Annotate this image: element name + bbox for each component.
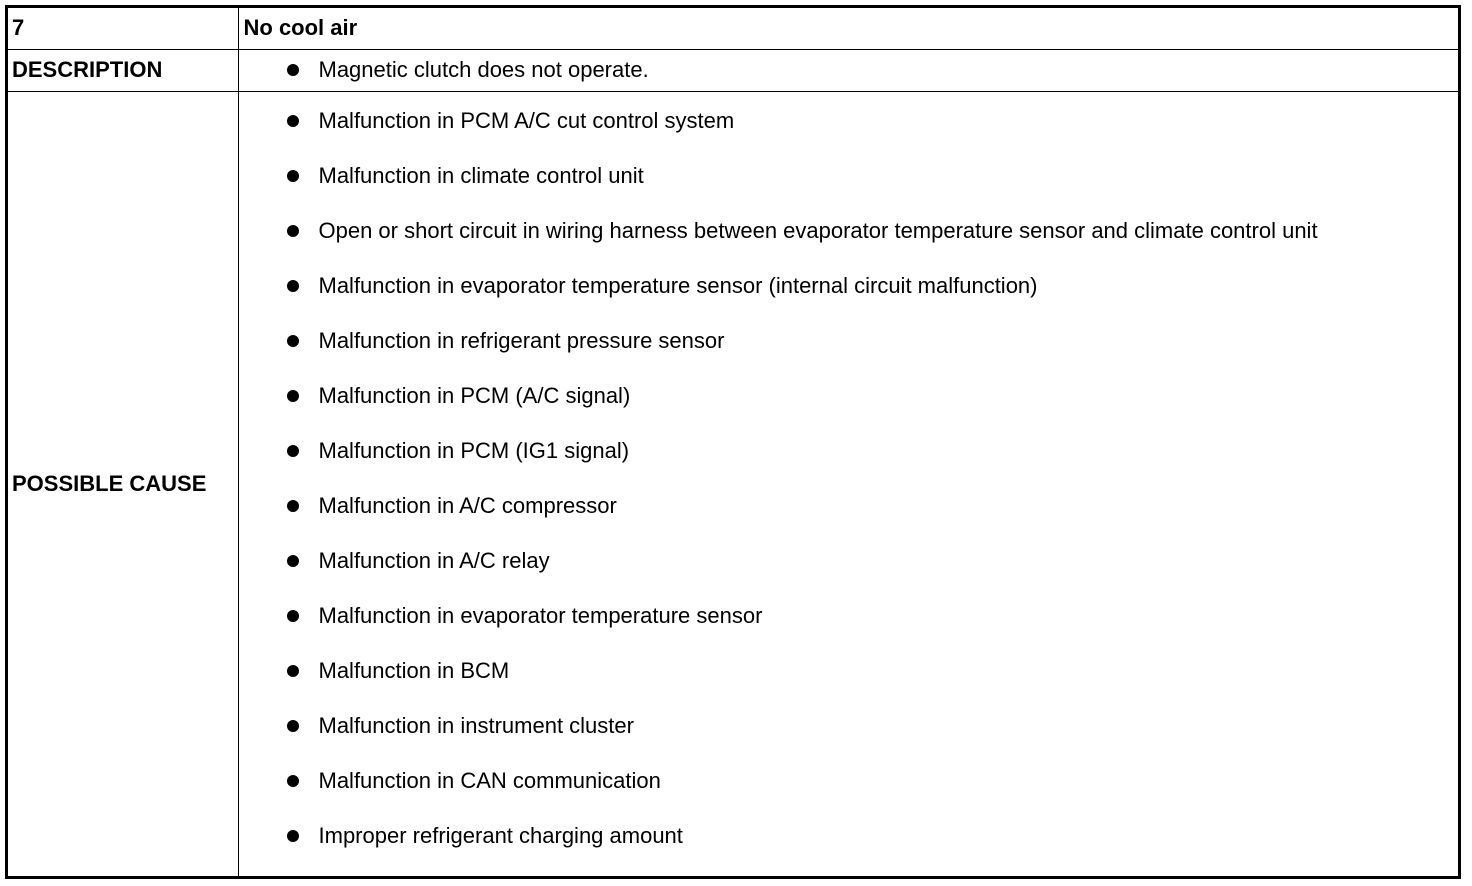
cause-item-text: Malfunction in PCM A/C cut control system: [318, 107, 735, 133]
bullet-icon: [287, 390, 299, 402]
description-row: [8, 49, 1458, 91]
step-number: 7: [8, 8, 238, 49]
cause-item-text: Malfunction in refrigerant pressure sensor: [318, 327, 725, 353]
troubleshooting-table: [8, 8, 1458, 876]
bullet-icon: [287, 775, 299, 787]
symptom-title: No cool air: [238, 8, 1458, 49]
cause-item-text: Malfunction in evaporator temperature sensor: [318, 602, 763, 628]
cause-item: [239, 106, 1459, 136]
header-row: [8, 8, 1458, 49]
bullet-icon: [287, 64, 299, 76]
cause-item: [239, 711, 1459, 741]
bullet-icon: [287, 170, 299, 182]
possible-cause-row: [8, 91, 1458, 876]
cause-item-text: Malfunction in PCM (IG1 signal): [318, 437, 630, 463]
troubleshooting-table-frame: [5, 5, 1461, 879]
bullet-icon: [287, 610, 299, 622]
possible-cause-cell: [238, 91, 1458, 876]
bullet-icon: [287, 115, 299, 127]
cause-item: [239, 436, 1459, 466]
cause-item-text: Malfunction in CAN communication: [318, 767, 661, 793]
cause-item-text: Improper refrigerant charging amount: [318, 822, 683, 848]
cause-item-text: Malfunction in evaporator temperature sensor (internal circuit malfunction): [318, 272, 1038, 298]
cause-item-text: Malfunction in climate control unit: [318, 162, 644, 188]
bullet-icon: [287, 225, 299, 237]
bullet-icon: [287, 665, 299, 677]
description-list: [239, 55, 1459, 85]
cause-item-text: Malfunction in PCM (A/C signal): [318, 382, 631, 408]
cause-item-text: Malfunction in A/C relay: [318, 547, 550, 573]
possible-cause-list: [239, 99, 1459, 851]
cause-item: [239, 381, 1459, 411]
cause-item: [239, 821, 1459, 851]
cause-item: [239, 161, 1459, 191]
cause-item-text: Malfunction in BCM: [318, 657, 510, 683]
cause-item: [239, 601, 1459, 631]
cause-item: [239, 326, 1459, 356]
bullet-icon: [287, 500, 299, 512]
bullet-icon: [287, 280, 299, 292]
description-label: DESCRIPTION: [8, 49, 238, 91]
cause-item-text: Malfunction in instrument cluster: [318, 712, 634, 738]
bullet-icon: [287, 830, 299, 842]
description-cell: [238, 49, 1458, 91]
cause-item-text: Malfunction in A/C compressor: [318, 492, 617, 518]
bullet-icon: [287, 445, 299, 457]
cause-item: [239, 216, 1459, 246]
cause-item: [239, 491, 1459, 521]
bullet-icon: [287, 335, 299, 347]
description-item: [239, 55, 1459, 85]
cause-item: [239, 656, 1459, 686]
possible-cause-label: POSSIBLE CAUSE: [8, 91, 238, 876]
cause-item: [239, 766, 1459, 796]
cause-item: [239, 271, 1459, 301]
bullet-icon: [287, 720, 299, 732]
cause-item-text: Open or short circuit in wiring harness between evaporator temperature sensor and climate control unit: [318, 217, 1318, 243]
cause-item: [239, 546, 1459, 576]
bullet-icon: [287, 555, 299, 567]
description-item-text: Magnetic clutch does not operate.: [318, 57, 649, 82]
